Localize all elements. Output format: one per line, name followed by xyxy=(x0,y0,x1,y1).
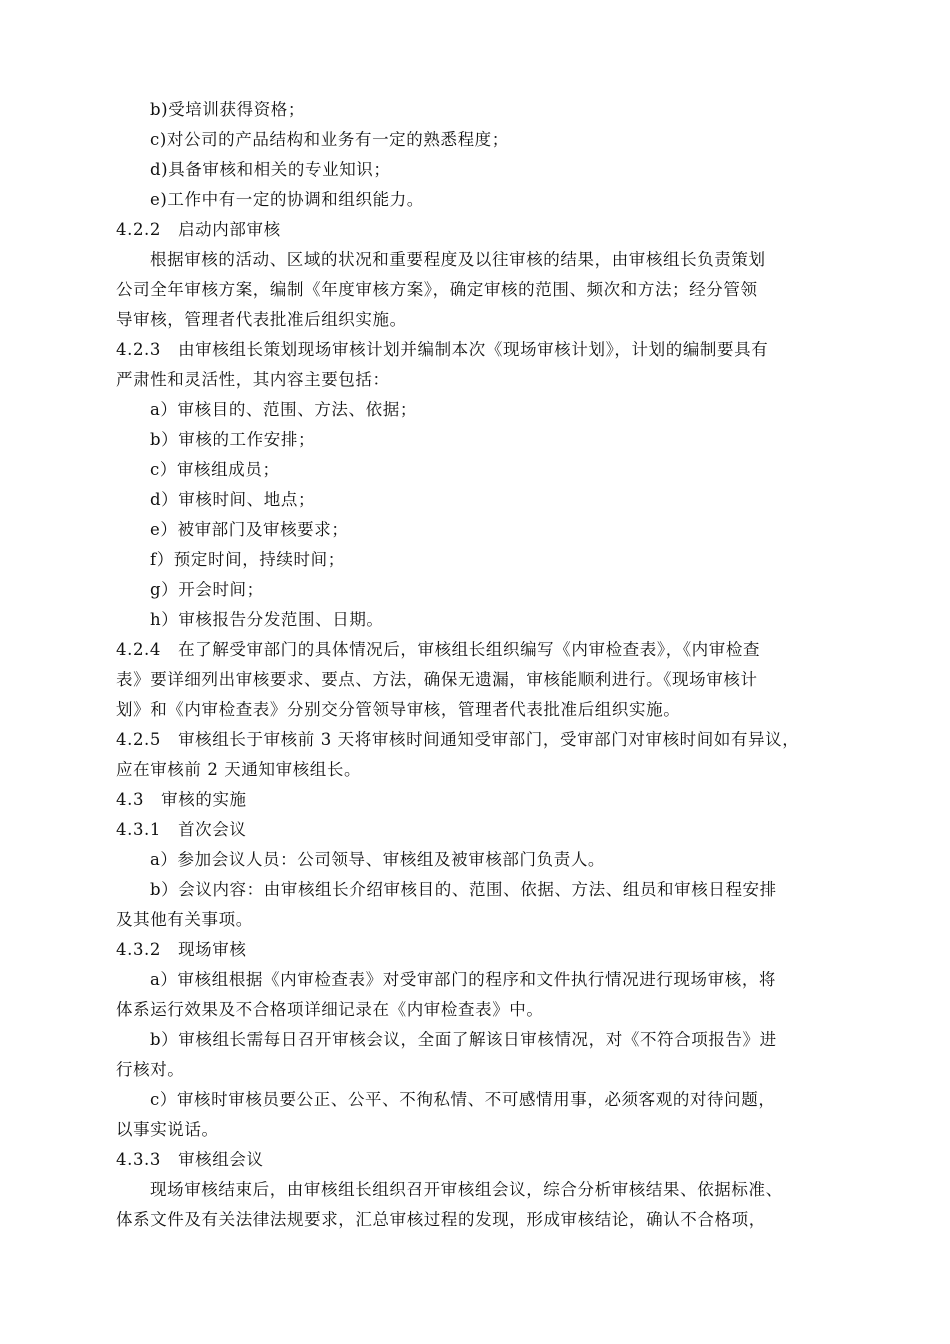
list-item-g: g）开会时间； xyxy=(150,580,264,599)
list-item-a: a）参加会议人员：公司领导、审核组及被审核部门负责人。 xyxy=(150,850,606,869)
paragraph-line: 现场审核结束后，由审核组长组织召开审核组会议，综合分析审核结果、依据标准、 xyxy=(150,1180,783,1199)
section-heading-4-3-3: 4.3.3 审核组会议 xyxy=(116,1150,264,1169)
list-item-h: h）审核报告分发范围、日期。 xyxy=(150,610,384,629)
paragraph-line: 以事实说话。 xyxy=(116,1120,219,1139)
list-item-a: a）审核目的、范围、方法、依据； xyxy=(150,400,417,419)
list-item-e-ability: e)工作中有一定的协调和组织能力。 xyxy=(150,190,424,209)
paragraph-line: 表》要详细列出审核要求、要点、方法，确保无遗漏，审核能顺利进行。《现场审核计 xyxy=(116,670,758,689)
list-item-d-knowledge: d)具备审核和相关的专业知识； xyxy=(150,160,391,179)
paragraph-line: 应在审核前 2 天通知审核组长。 xyxy=(116,760,362,779)
paragraph-line: 及其他有关事项。 xyxy=(116,910,253,929)
paragraph-line: 导审核，管理者代表批准后组织实施。 xyxy=(116,310,407,329)
list-item-a: a）审核组根据《内审检查表》对受审部门的程序和文件执行情况进行现场审核，将 xyxy=(150,970,777,989)
paragraph-line: 体系文件及有关法律法规要求，汇总审核过程的发现，形成审核结论，确认不合格项， xyxy=(116,1210,766,1229)
section-heading-4-2-4: 4.2.4 在了解受审部门的具体情况后，审核组长组织编写《内审检查表》，《内审检查 xyxy=(116,640,761,659)
list-item-b: b）审核组长需每日召开审核会议，全面了解该日审核情况，对《不符合项报告》进 xyxy=(150,1030,777,1049)
list-item-d: d）审核时间、地点； xyxy=(150,490,316,509)
list-item-c: c）审核时审核员要公正、公平、不徇私情、不可感情用事，必须客观的对待问题， xyxy=(150,1090,776,1109)
list-item-f: f）预定时间，持续时间； xyxy=(150,550,345,569)
list-item-b: b）会议内容：由审核组长介绍审核目的、范围、依据、方法、组员和审核日程安排 xyxy=(150,880,777,899)
paragraph-line: 体系运行效果及不合格项详细记录在《内审检查表》中。 xyxy=(116,1000,544,1019)
list-item-b: b）审核的工作安排； xyxy=(150,430,316,449)
section-heading-4-2-3: 4.2.3 由审核组长策划现场审核计划并编制本次《现场审核计划》，计划的编制要具有 xyxy=(116,340,769,359)
section-heading-4-2-2: 4.2.2 启动内部审核 xyxy=(116,220,281,239)
list-item-c-familiarity: c)对公司的产品结构和业务有一定的熟悉程度； xyxy=(150,130,509,149)
list-item-b-qualification: b)受培训获得资格； xyxy=(150,100,305,119)
paragraph-line: 划》和《内审检查表》分别交分管领导审核，管理者代表批准后组织实施。 xyxy=(116,700,681,719)
list-item-c: c）审核组成员； xyxy=(150,460,280,479)
paragraph-line: 严肃性和灵活性，其内容主要包括： xyxy=(116,370,390,389)
section-heading-4-3: 4.3 审核的实施 xyxy=(116,790,247,809)
section-heading-4-3-1: 4.3.1 首次会议 xyxy=(116,820,247,839)
paragraph-line: 根据审核的活动、区域的状况和重要程度及以往审核的结果，由审核组长负责策划 xyxy=(150,250,766,269)
list-item-e: e）被审部门及审核要求； xyxy=(150,520,349,539)
paragraph-line: 公司全年审核方案，编制《年度审核方案》，确定审核的范围、频次和方法；经分管领 xyxy=(116,280,758,299)
section-heading-4-3-2: 4.3.2 现场审核 xyxy=(116,940,247,959)
section-heading-4-2-5: 4.2.5 审核组长于审核前 3 天将审核时间通知受审部门，受审部门对审核时间如有异议， xyxy=(116,730,800,749)
paragraph-line: 行核对。 xyxy=(116,1060,185,1079)
